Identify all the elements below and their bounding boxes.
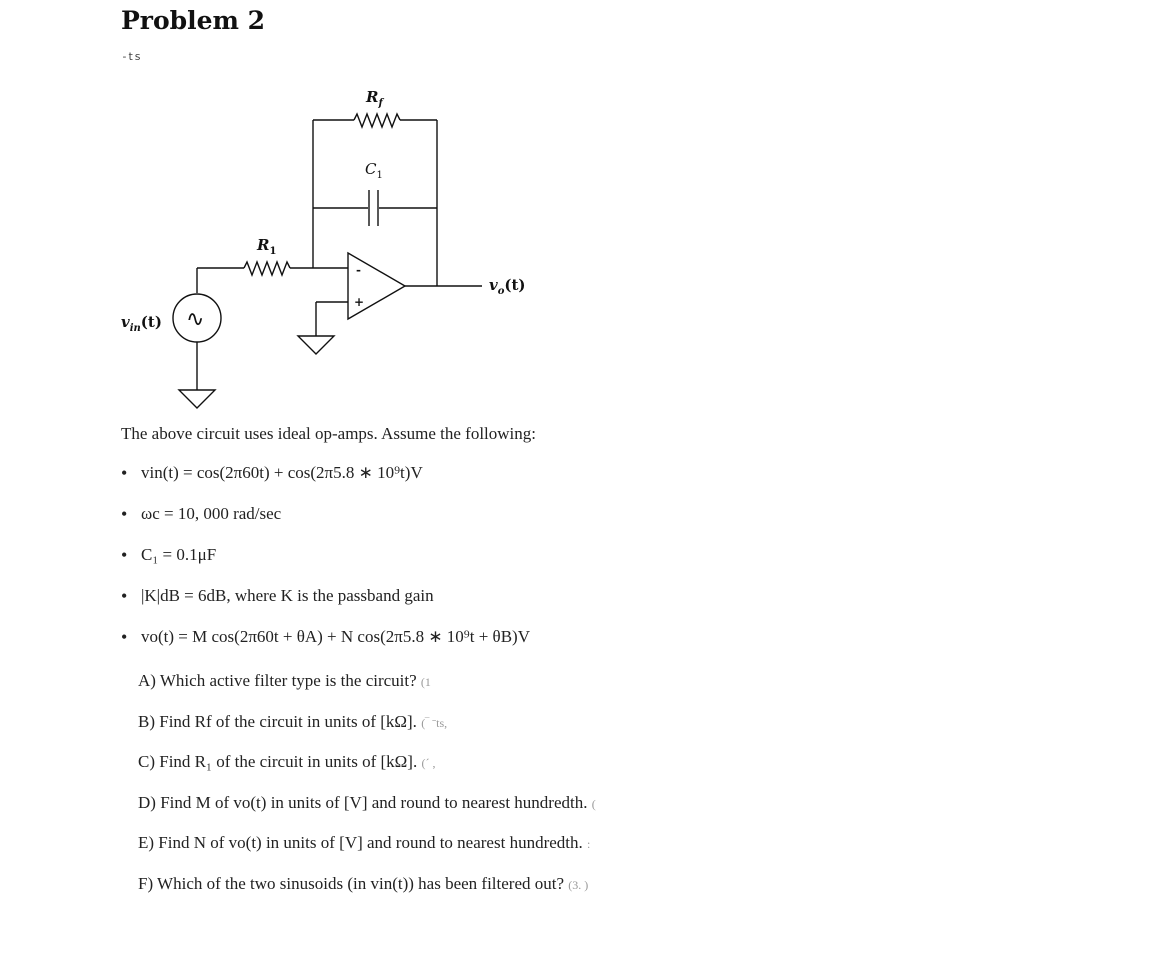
question-d: D) Find M of vo(t) in units of [V] and round to nearest hundredth. ( bbox=[138, 792, 596, 812]
points-label: ̴̴̴ ̵ts bbox=[121, 50, 143, 60]
ground-symbol-opamp bbox=[298, 336, 334, 354]
vin-label: $v_{in}(t)$ bbox=[121, 313, 162, 334]
intro-text: The above circuit uses ideal op-amps. Assume the following: bbox=[121, 424, 536, 443]
assumption-gain: • |K|dB = 6dB, where K is the passband gain bbox=[121, 585, 530, 626]
assumptions-list bbox=[121, 462, 530, 667]
assumption-c1: • C₁ = 0.1μF bbox=[121, 544, 530, 585]
assumption-vout: • vo(t) = M cos(2π60t + θA) + N cos(2π5.8 ∗ 10⁹t + θB)V bbox=[121, 626, 530, 667]
problem-title: Problem 2 bbox=[121, 6, 266, 35]
c1-label: $C_1$ bbox=[365, 160, 383, 181]
circuit-diagram bbox=[0, 0, 1153, 420]
assumption-vin: • vin(t) = cos(2π60t) + cos(2π5.8 ∗ 10⁹t)V bbox=[121, 462, 530, 503]
question-a: A) Which active filter type is the circuit? (1 bbox=[138, 671, 431, 690]
ground-symbol-source bbox=[179, 390, 215, 408]
resistor-r1 bbox=[244, 262, 290, 275]
opamp-minus-sign: - bbox=[356, 263, 361, 277]
vout-label: $v_o(t)$ bbox=[489, 276, 526, 297]
assumption-omega-c: • ωc = 10, 000 rad/sec bbox=[121, 503, 530, 544]
resistor-rf bbox=[354, 114, 400, 127]
source-sine-icon: ∿ bbox=[186, 307, 205, 332]
question-f: F) Which of the two sinusoids (in vin(t)) has been filtered out? (3. ) bbox=[138, 873, 589, 893]
r1-label: $R_1$ bbox=[257, 236, 277, 257]
rf-label: $R_f$ bbox=[366, 88, 383, 109]
question-c: C) Find R₁ of the circuit in units of [kΩ]. (´ , bbox=[138, 752, 436, 771]
questions-list bbox=[138, 670, 596, 913]
question-e: E) Find N of vo(t) in units of [V] and round to nearest hundredth. : bbox=[138, 833, 591, 852]
question-b: B) Find Rf of the circuit in units of [kΩ]. (‾ ˉts, bbox=[138, 711, 448, 731]
opamp-plus-sign: + bbox=[354, 295, 365, 309]
